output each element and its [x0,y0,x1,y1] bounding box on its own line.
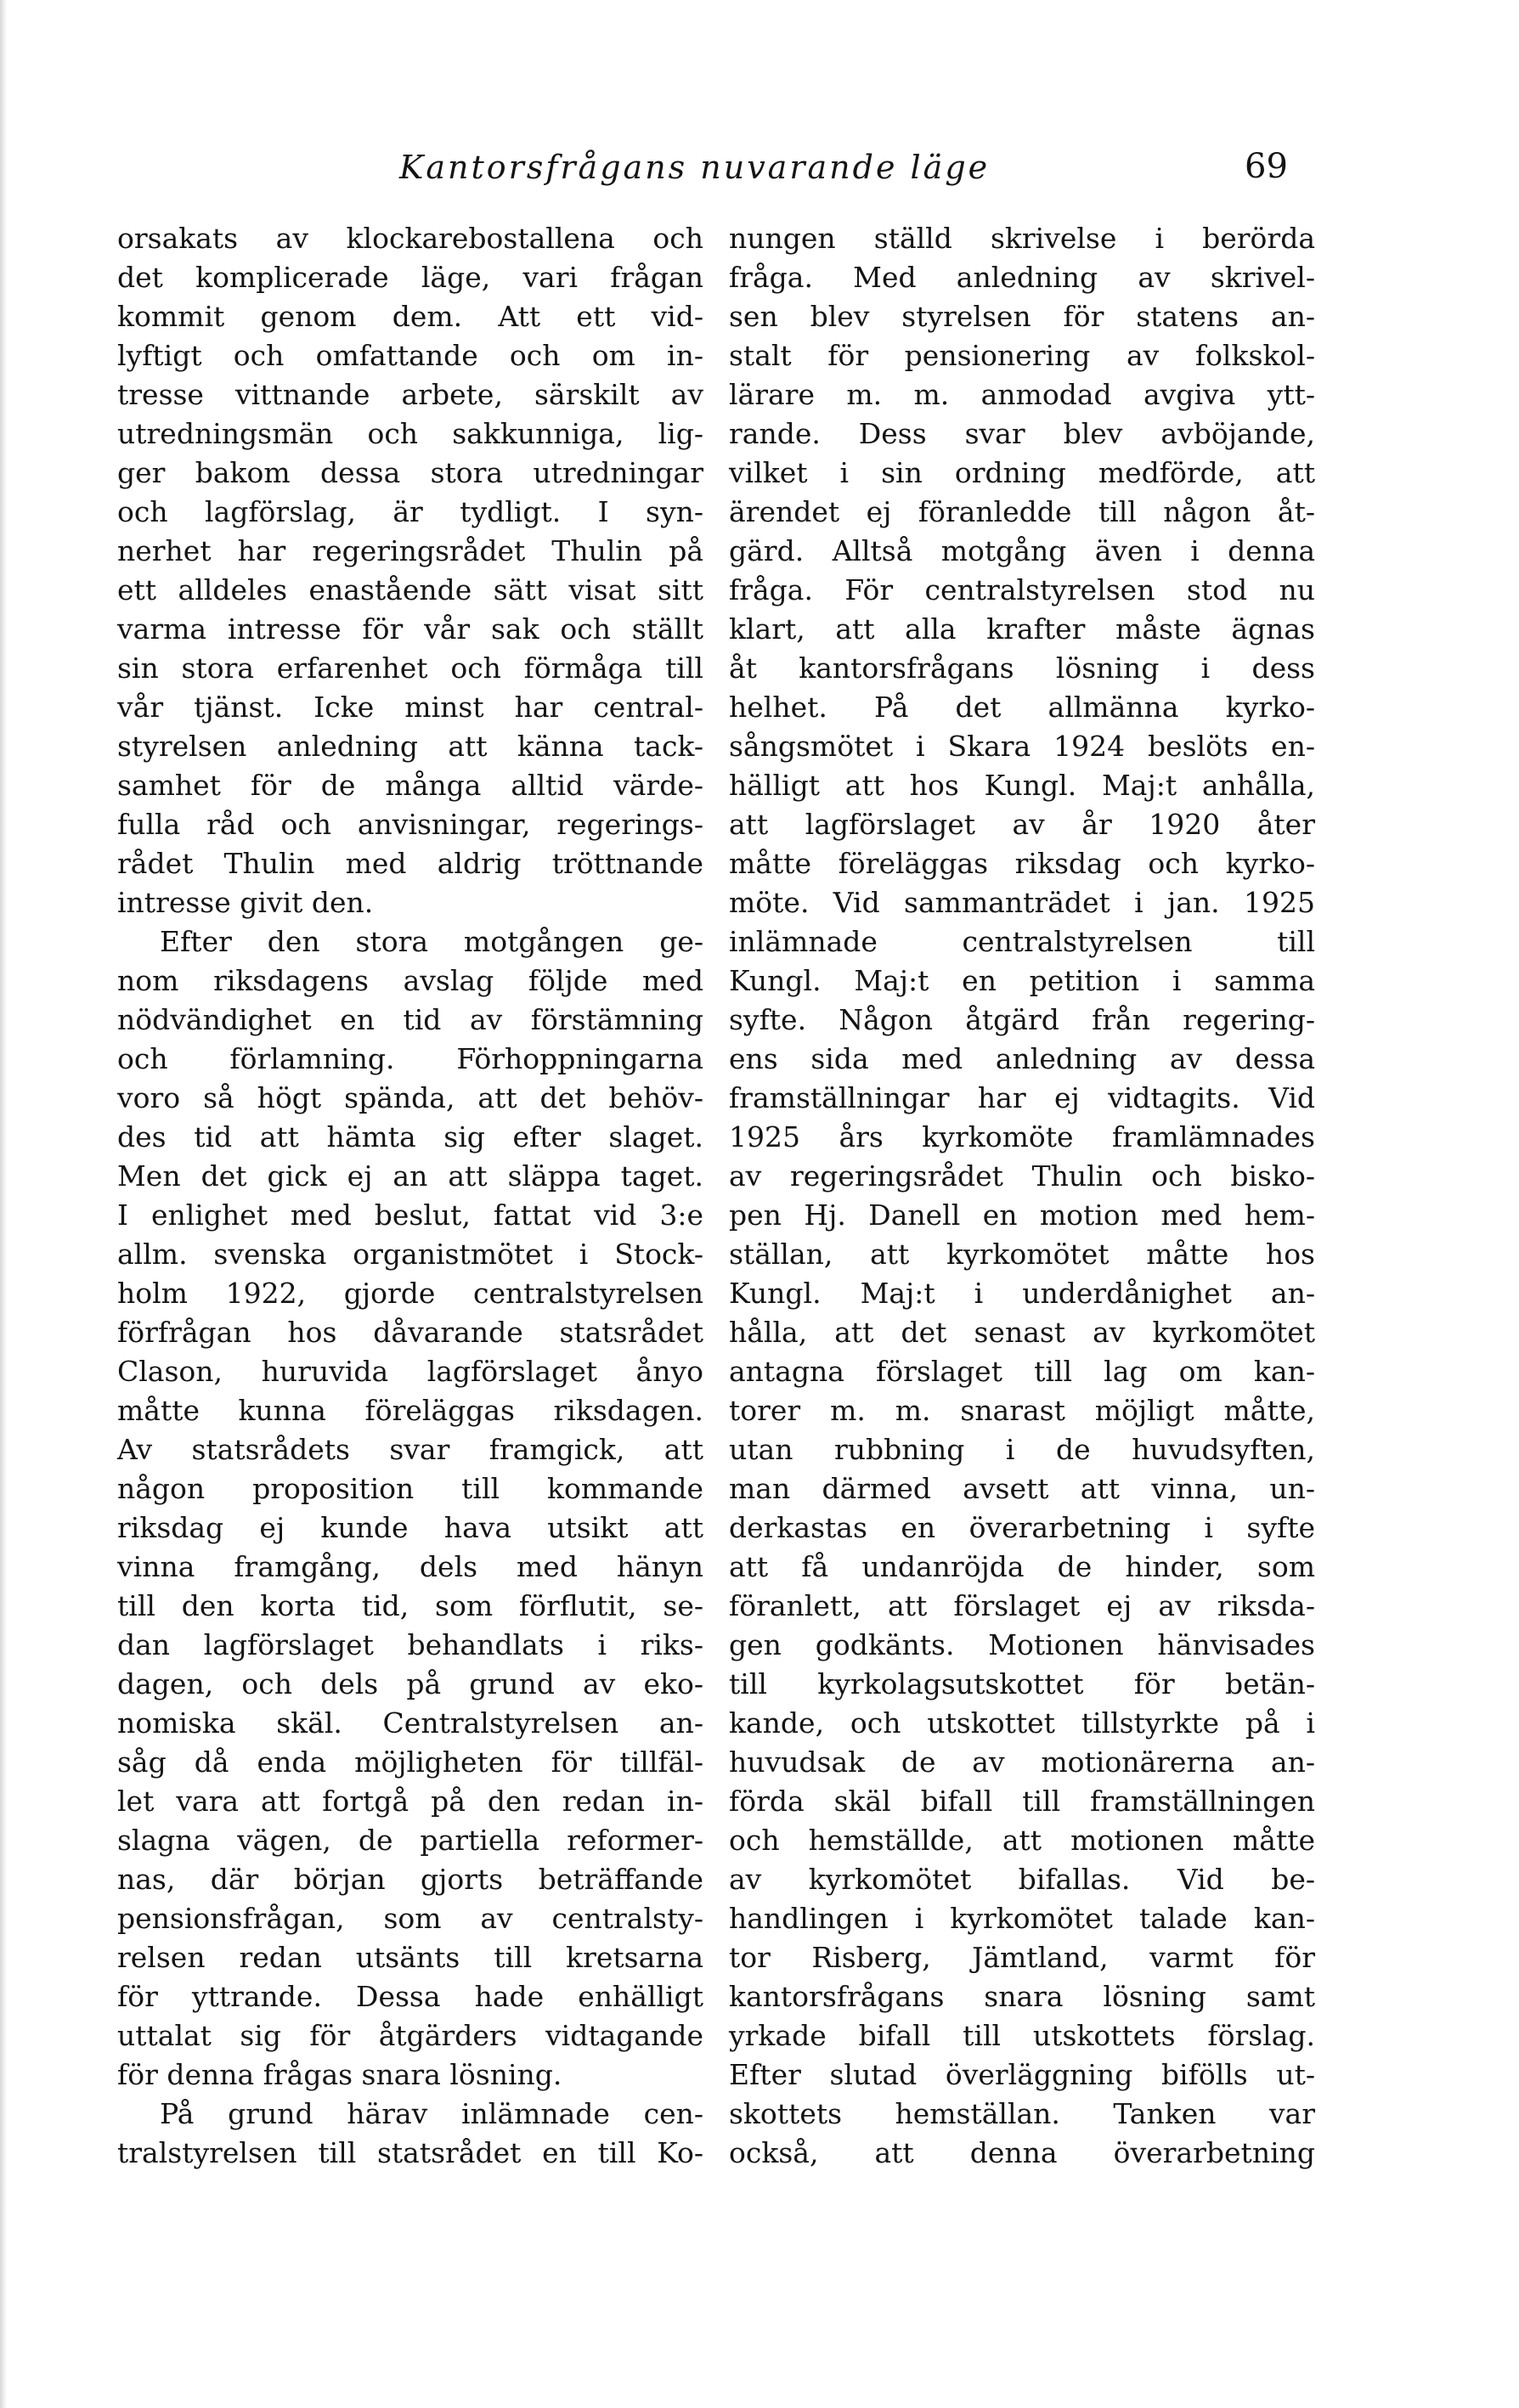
text-line: för yttrande. Dessa hade enhälligt [117,1980,703,2013]
text-line: fulla råd och anvisningar, regerings- [117,808,703,841]
text-line: sin stora erfarenhet och förmåga till [117,651,703,685]
text-line: syfte. Någon åtgärd från regering- [729,1003,1315,1036]
text-line: huvudsak de av motionärerna an- [729,1745,1315,1779]
text-line: förfrågan hos dåvarande statsrådet [117,1316,703,1349]
text-line: lärare m. m. anmodad avgiva ytt- [729,378,1315,411]
text-line: måtte kunna föreläggas riksdagen. [117,1394,703,1427]
text-line: förda skäl bifall till framställningen [729,1785,1315,1818]
text-line: också, att denna överarbetning [729,2136,1315,2169]
text-line: rande. Dess svar blev avböjande, [729,417,1315,450]
text-line: sångsmötet i Skara 1924 beslöts en- [729,730,1315,763]
text-line: torer m. m. snarast möjligt måtte, [729,1394,1315,1427]
text-line: det komplicerade läge, vari frågan [117,261,703,294]
text-line: och förlamning. Förhoppningarna [117,1042,703,1075]
text-line: voro så högt spända, att det behöv- [117,1081,703,1114]
text-line: intresse givit den. [117,886,374,919]
text-line: av kyrkomötet bifallas. Vid be- [729,1863,1315,1896]
text-line: let vara att fortgå på den redan in- [117,1785,703,1818]
text-line: kantorsfrågans snara lösning samt [729,1980,1315,2013]
text-line: och hemställde, att motionen måtte [729,1824,1315,1857]
text-line: stalt för pensionering av folkskol- [729,339,1315,372]
text-line: uttalat sig för åtgärders vidtagande [117,2019,703,2052]
text-line: måtte föreläggas riksdag och kyrko- [729,847,1315,880]
text-line: orsakats av klockarebostallena och [117,222,703,255]
text-line: Kungl. Maj:t en petition i samma [729,964,1315,997]
text-line: ärendet ej föranledde till någon åt- [729,495,1315,528]
text-line: derkastas en överarbetning i syfte [729,1511,1315,1544]
text-line: varma intresse för vår sak och ställt [117,612,703,646]
text-line: nom riksdagens avslag följde med [117,964,703,997]
text-line: tralstyrelsen till statsrådet en till Ko- [117,2136,703,2169]
text-line: handlingen i kyrkomötet talade kan- [729,1902,1315,1935]
text-line: till den korta tid, som förflutit, se- [117,1589,703,1622]
text-line: holm 1922, gjorde centralstyrelsen [117,1277,703,1310]
text-line: och lagförslag, är tydligt. I syn- [117,495,703,528]
text-line: kande, och utskottet tillstyrkte på i [729,1706,1315,1740]
text-line: ett alldeles enastående sätt visat sitt [117,573,703,606]
text-line: styrelsen anledning att känna tack- [117,730,703,763]
text-line: des tid att hämta sig efter slaget. [117,1120,703,1153]
text-line: kommit genom dem. Att ett vid- [117,300,703,333]
text-line: Clason, huruvida lagförslaget ånyo [117,1355,703,1388]
text-line: nomiska skäl. Centralstyrelsen an- [117,1706,703,1740]
text-line: såg då enda möjligheten för tillfäl- [117,1745,703,1779]
text-line: Kungl. Maj:t i underdånighet an- [729,1277,1315,1310]
text-line: gen godkänts. Motionen hänvisades [729,1628,1315,1661]
text-line: att lagförslaget av år 1920 åter [729,808,1315,841]
text-line: att få undanröjda de hinder, som [729,1550,1315,1583]
text-line: rådet Thulin med aldrig tröttnande [117,847,703,880]
scan-edge-shadow [0,0,7,2408]
text-line: inlämnade centralstyrelsen till [729,925,1315,958]
text-line: möte. Vid sammanträdet i jan. 1925 [729,886,1315,919]
text-line: nas, där början gjorts beträffande [117,1863,703,1896]
page-number: 69 [1245,147,1288,186]
text-line: antagna förslaget till lag om kan- [729,1355,1315,1388]
text-line: Efter slutad överläggning bifölls ut- [729,2058,1315,2091]
text-line: Men det gick ej an att släppa taget. [117,1159,703,1193]
text-line: samhet för de många alltid värde- [117,769,703,802]
text-line: nungen ställd skrivelse i berörda [729,222,1315,255]
text-line: gärd. Alltså motgång även i denna [729,534,1315,567]
text-line: sen blev styrelsen för statens an- [729,300,1315,333]
text-line: Efter den stora motgången ge- [160,925,703,958]
text-line: man därmed avsett att vinna, un- [729,1472,1315,1505]
text-line: På grund härav inlämnade cen- [160,2097,703,2130]
text-line: yrkade bifall till utskottets förslag. [729,2019,1315,2052]
text-line: ger bakom dessa stora utredningar [117,456,703,489]
text-line: vår tjänst. Icke minst har central- [117,691,703,724]
text-line: ställan, att kyrkomötet måtte hos [729,1238,1315,1271]
text-line: slagna vägen, de partiella reformer- [117,1824,703,1857]
text-line: 1925 års kyrkomöte framlämnades [729,1120,1315,1153]
text-line: dan lagförslaget behandlats i riks- [117,1628,703,1661]
text-line: hälligt att hos Kungl. Maj:t anhålla, [729,769,1315,802]
text-line: till kyrkolagsutskottet för betän- [729,1667,1315,1700]
text-line: skottets hemställan. Tanken var [729,2097,1315,2130]
text-line: lyftigt och omfattande och om in- [117,339,703,372]
text-line: fråga. För centralstyrelsen stod nu [729,573,1315,606]
text-line: föranlett, att förslaget ej av riksda- [729,1589,1315,1622]
text-line: tresse vittnande arbete, särskilt av [117,378,703,411]
text-line: riksdag ej kunde hava utsikt att [117,1511,703,1544]
text-line: tor Risberg, Jämtland, varmt för [729,1941,1315,1974]
text-line: av regeringsrådet Thulin och bisko- [729,1159,1315,1193]
text-line: vinna framgång, dels med hänyn [117,1550,703,1583]
text-line: I enlighet med beslut, fattat vid 3:e [117,1198,703,1232]
text-line: vilket i sin ordning medförde, att [729,456,1315,489]
left-text-column [117,219,703,2173]
text-line: åt kantorsfrågans lösning i dess [729,651,1315,685]
text-line: fråga. Med anledning av skrivel- [729,261,1315,294]
text-line: nödvändighet en tid av förstämning [117,1003,703,1036]
running-title: Kantorsfrågans nuvarande läge [399,149,991,186]
text-line: utredningsmän och sakkunniga, lig- [117,417,703,450]
text-line: för denna frågas snara lösning. [117,2058,562,2091]
text-line: framställningar har ej vidtagits. Vid [729,1081,1315,1114]
text-line: helhet. På det allmänna kyrko- [729,691,1315,724]
text-line: pensionsfrågan, som av centralsty- [117,1902,703,1935]
text-line: någon proposition till kommande [117,1472,703,1505]
text-line: klart, att alla krafter måste ägnas [729,612,1315,646]
right-text-column [729,219,1315,2173]
text-line: Av statsrådets svar framgick, att [117,1433,703,1466]
text-line: pen Hj. Danell en motion med hem- [729,1198,1315,1232]
text-line: nerhet har regeringsrådet Thulin på [117,534,703,567]
text-line: ens sida med anledning av dessa [729,1042,1315,1075]
text-line: hålla, att det senast av kyrkomötet [729,1316,1315,1349]
text-line: relsen redan utsänts till kretsarna [117,1941,703,1974]
text-line: utan rubbning i de huvudsyften, [729,1433,1315,1466]
text-line: dagen, och dels på grund av eko- [117,1667,703,1700]
text-line: allm. svenska organistmötet i Stock- [117,1238,703,1271]
